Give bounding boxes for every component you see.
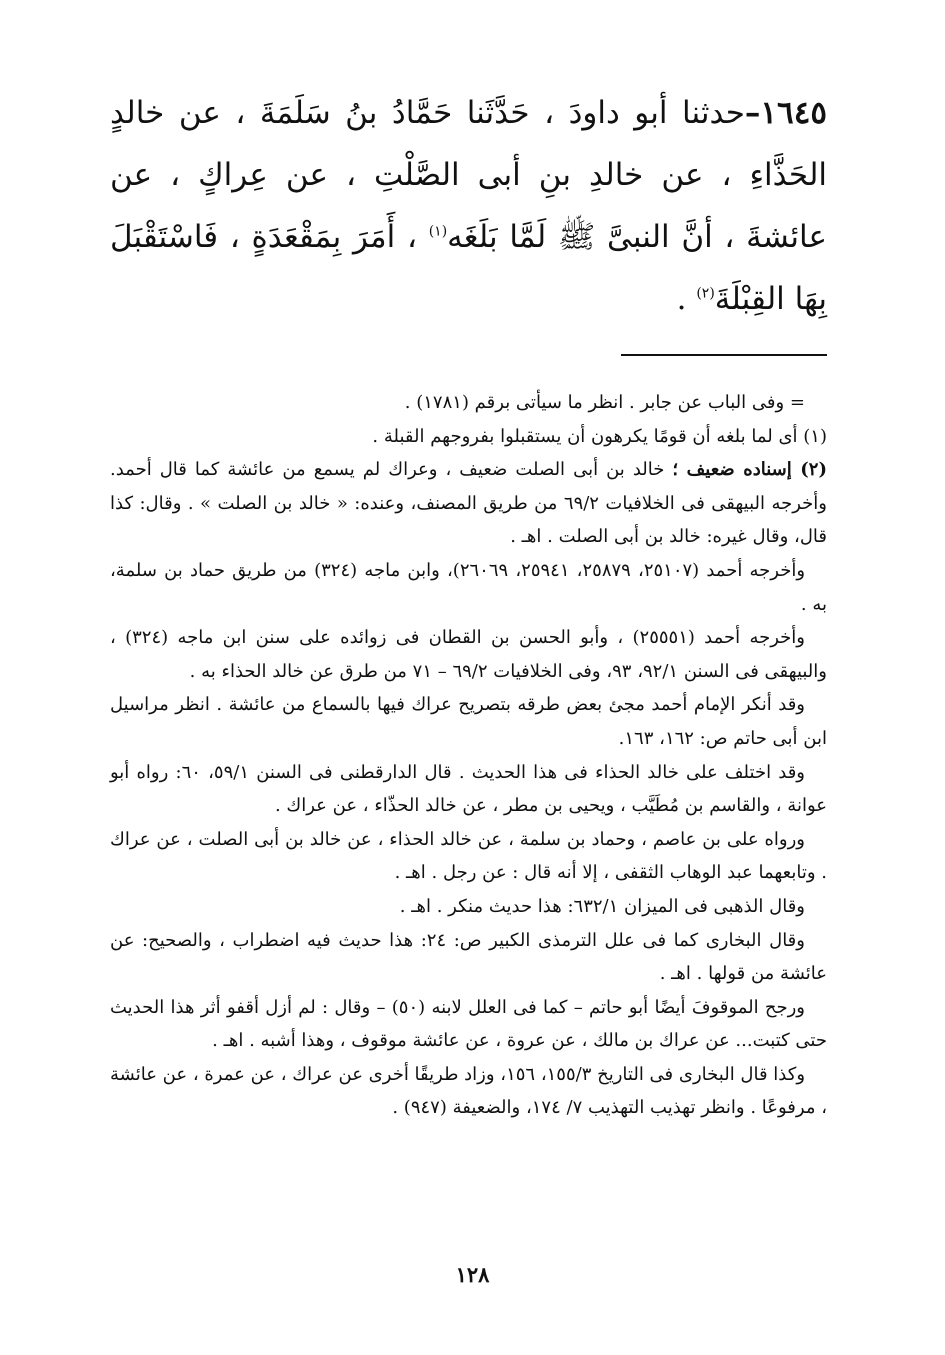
footnote-paragraph: وقال الذهبى فى الميزان ٦٣٢/١: هذا حديث منكر . اهـ .	[399, 895, 805, 917]
footnote-paragraph: وأخرجه أحمد (٢٥٥٥١) ، وأبو الحسن بن القطان فى زوائده على سنن ابن ماجه (٣٢٤) ، والبيهقى فى السنن ٩٢/١، ٩٣، وفى الخلافيات ٦٩/٢ – ٧١ من طرق عن خالد الحذاء به .	[110, 627, 827, 682]
hadith-number: ١٦٤٥–	[744, 95, 827, 131]
footnote-paragraph: وقال البخارى كما فى علل الترمذى الكبير ص: ٢٤: هذا حديث فيه اضطراب ، والصحيح: عن عائشة من قولها . اهـ .	[110, 929, 827, 985]
footnote-separator	[621, 354, 827, 356]
footnote-ref-2[interactable]: (٢)	[696, 285, 715, 302]
footnote-paragraph: وكذا قال البخارى فى التاريخ ١٥٥/٣، ١٥٦، وزاد طريقًا أخرى عن عراك ، عن عمرة ، عن عائشة ، مرفوعًا . وانظر تهذيب التهذيب ٧/ ١٧٤، والضعيفة (٩٤٧) .	[110, 1063, 827, 1119]
footnote-1: (١) أى لما بلغه أن قومًا يكرهون أن يستقبلوا بفروجهم القبلة .	[372, 425, 827, 447]
footnote-paragraph: ورواه على بن عاصم ، وحماد بن سلمة ، عن خالد الحذاء ، عن خالد بن أبى الصلت ، عن عراك . وتابعهما عبد الوهاب الثقفى ، إلا أنه قال : عن رجل . اهـ .	[110, 828, 827, 884]
footnote-2	[110, 453, 827, 554]
footnote-continuation: = وفى الباب عن جابر . انظر ما سيأتى برقم (١٧٨١) .	[404, 392, 805, 413]
page-number: ١٢٨	[455, 1262, 490, 1287]
hadith-text	[110, 82, 827, 330]
footnote-paragraph: وقد اختلف على خالد الحذاء فى هذا الحديث . قال الدارقطنى فى السنن ٥٩/١، ٦٠: رواه أبو عوانة ، والقاسم بن مُطَيَّب ، ويحيى بن مطر ، عن خالد الحذّاء ، عن عراك .	[110, 761, 827, 817]
footnotes	[110, 386, 827, 1125]
footnote-2-label: (٢) إسناده ضعيف ؛	[672, 459, 827, 481]
footnote-paragraph: وأخرجه أحمد (٢٥١٠٧، ٢٥٨٧٩، ٢٥٩٤١، ٢٦٠٦٩)، وابن ماجه (٣٢٤) من طريق حماد بن سلمة، به .	[110, 559, 827, 615]
footnote-2-text: خالد بن أبى الصلت ضعيف ، وعراك لم يسمع من عائشة كما قال أحمد. وأخرجه البيهقى فى الخلافيات ٦٩/٢ من طريق المصنف، وعنده: « خالد بن الصلت » . وقال: كذا قال، وقال غيره: خالد بن أبى الصلت . اهـ .	[110, 459, 827, 548]
page-body	[110, 82, 827, 1125]
hadith-end: .	[676, 281, 687, 317]
footnote-paragraph: وقد أنكر الإمام أحمد مجئ بعض طرقه بتصريح عراك فيها بالسماع من عائشة . انظر مراسيل ابن أبى حاتم ص: ١٦٢، ١٦٣.	[110, 694, 827, 749]
footnote-paragraph: ورجح الموقوفَ أيضًا أبو حاتم – كما فى العلل لابنه (٥٠) – وقال : لم أزل أقفو أثر هذا الحديث حتى كتبت... عن عراك بن مالك ، عن عروة ، عن عائشة موقوف ، وهذا أشبه . اهـ .	[110, 996, 827, 1052]
footnote-ref-1[interactable]: (١)	[428, 223, 448, 240]
hadith-continuation: ، أَمَرَ بِمَقْعَدَةٍ ، فَاسْتَقْبَلَ بِهَا القِبْلَةَ	[110, 219, 827, 317]
hadith-main-text: حدثنا أبو داودَ ، حَدَّثَنا حَمَّادُ بنُ سَلَمَةَ ، عن خالدٍ الحَذَّاءِ ، عن خالدِ بنِ أبى الصَّلْتِ ، عن عِراكٍ ، عن عائشةَ ، أنَّ النبىَّ ﷺ لَمَّا بَلَغَه	[110, 95, 827, 255]
